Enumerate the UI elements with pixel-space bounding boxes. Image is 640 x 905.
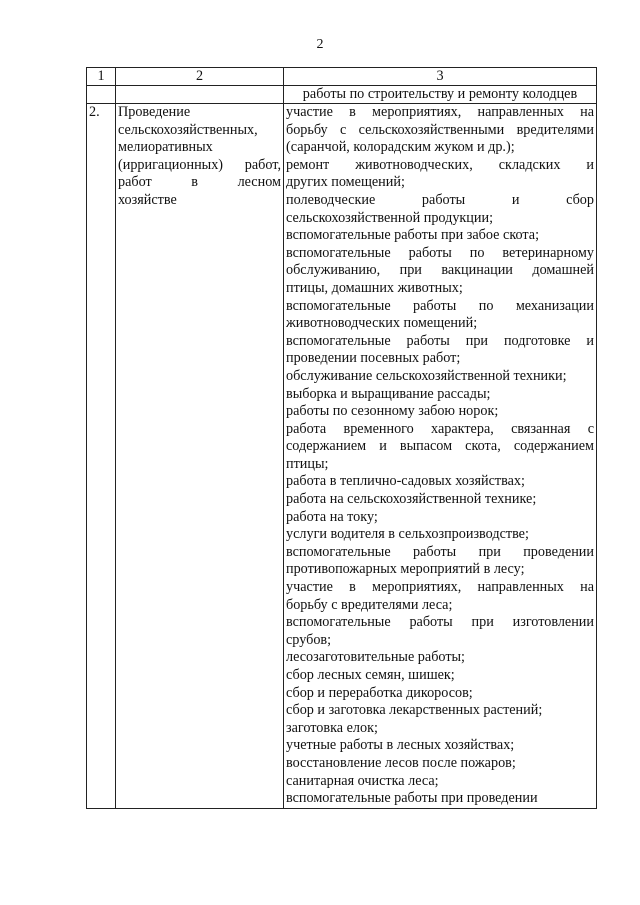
work-item — [286, 192, 594, 227]
work-item-line: других помещений; — [286, 174, 405, 191]
continuation-text: работы по строительству и ремонту колодцев — [284, 86, 597, 104]
work-item-line: вспомогательные работы при забое скота; — [286, 227, 540, 244]
work-item-line: работы по сезонному забою норок; — [286, 403, 499, 420]
work-item-line: вспомогательные работы при подготовке и — [286, 332, 594, 349]
work-item-line: вспомогательные работы при проведении — [286, 790, 538, 807]
work-item — [286, 386, 594, 404]
work-item-line: птицы; — [286, 455, 329, 472]
work-item-line: вспомогательные работы при проведении — [286, 543, 594, 560]
row-name-cell — [116, 104, 284, 809]
work-item — [286, 614, 594, 649]
work-item-line: полеводческие работы и сбор — [286, 191, 594, 208]
work-item — [286, 685, 594, 703]
work-item-line: противопожарных мероприятий в лесу; — [286, 561, 525, 578]
work-item — [286, 773, 594, 791]
work-item-line: птицы, домашних животных; — [286, 279, 463, 296]
work-item-line: вспомогательные работы по ветеринарному — [286, 244, 594, 261]
work-item-line: ремонт животноводческих, складских и — [286, 156, 594, 173]
work-item-line: борьбу с вредителями леса; — [286, 596, 453, 613]
work-item-line: учетные работы в лесных хозяйствах; — [286, 737, 515, 754]
work-item — [286, 737, 594, 755]
work-item — [286, 649, 594, 667]
work-item — [286, 579, 594, 614]
work-item-line: работа временного характера, связанная с — [286, 420, 594, 437]
continuation-cell-1 — [87, 86, 116, 104]
work-item — [286, 702, 594, 720]
header-cell-2: 2 — [116, 68, 284, 86]
work-item-line: проведении посевных работ; — [286, 350, 461, 367]
work-item-line: услуги водителя в сельхозпроизводстве; — [286, 526, 529, 543]
work-item-line: обслуживанию, при вакцинации домашней — [286, 262, 594, 279]
work-item-line: участие в мероприятиях, направленных на — [286, 579, 594, 596]
row-number: 2. — [87, 104, 116, 809]
work-item — [286, 227, 594, 245]
work-item-line: работа на сельскохозяйственной технике; — [286, 491, 537, 508]
work-item — [286, 421, 594, 474]
work-item-line: срубов; — [286, 631, 332, 648]
row-name-line: Проведение — [118, 104, 191, 120]
work-item-line: (саранчой, колорадским жуком и др.); — [286, 139, 515, 156]
row-name-line: сельскохозяйственных, — [118, 121, 258, 138]
work-item — [286, 298, 594, 333]
header-cell-1: 1 — [87, 68, 116, 86]
work-item — [286, 790, 594, 808]
continuation-cell-2 — [116, 86, 284, 104]
work-item — [286, 157, 594, 192]
work-item-line: выборка и выращивание рассады; — [286, 385, 491, 402]
work-item — [286, 755, 594, 773]
work-item-line: восстановление лесов после пожаров; — [286, 754, 516, 771]
work-item — [286, 245, 594, 298]
row-name-line: (ирригационных) работ, — [118, 156, 281, 173]
row-name-line: хозяйстве — [118, 191, 177, 208]
works-table — [86, 67, 597, 809]
work-item — [286, 720, 594, 738]
work-item — [286, 491, 594, 509]
page-number: 2 — [316, 37, 324, 52]
work-item — [286, 333, 594, 368]
work-item-line: работа на току; — [286, 508, 378, 525]
work-item-line: сбор лесных семян, шишек; — [286, 667, 455, 683]
work-item-line: участие в мероприятиях, направленных на — [286, 104, 594, 120]
work-item — [286, 526, 594, 544]
work-item-line: лесозаготовительные работы; — [286, 649, 465, 666]
work-item-line: сельскохозяйственной продукции; — [286, 209, 494, 226]
row-name-line: мелиоративных — [118, 139, 213, 156]
work-item-line: борьбу с сельскохозяйственными вредителями — [286, 121, 594, 138]
header-cell-3: 3 — [284, 68, 597, 86]
table-row — [87, 104, 597, 809]
work-item-line: заготовка елок; — [286, 719, 378, 736]
work-item-line: животноводческих помещений; — [286, 315, 478, 332]
work-item-line: сбор и переработка дикоросов; — [286, 684, 473, 701]
work-item — [286, 667, 594, 685]
work-item-line: санитарная очистка леса; — [286, 772, 439, 789]
work-item-line: содержанием и выпасом скота, содержанием — [286, 438, 594, 455]
work-item — [286, 368, 594, 386]
work-item-line: сбор и заготовка лекарственных растений; — [286, 702, 543, 719]
work-item-line: работа в теплично-садовых хозяйствах; — [286, 473, 525, 490]
work-item — [286, 403, 594, 421]
table-header-row — [87, 68, 597, 86]
continuation-row — [87, 86, 597, 104]
work-item — [286, 473, 594, 491]
row-works-cell — [284, 104, 597, 809]
work-item-line: вспомогательные работы по механизации — [286, 297, 594, 314]
row-name-line: работ в лесном — [118, 174, 281, 191]
work-item-line: обслуживание сельскохозяйственной техники; — [286, 367, 567, 384]
work-item-line: вспомогательные работы при изготовлении — [286, 614, 594, 631]
work-item — [286, 509, 594, 527]
work-item — [286, 544, 594, 579]
work-item — [286, 104, 594, 157]
